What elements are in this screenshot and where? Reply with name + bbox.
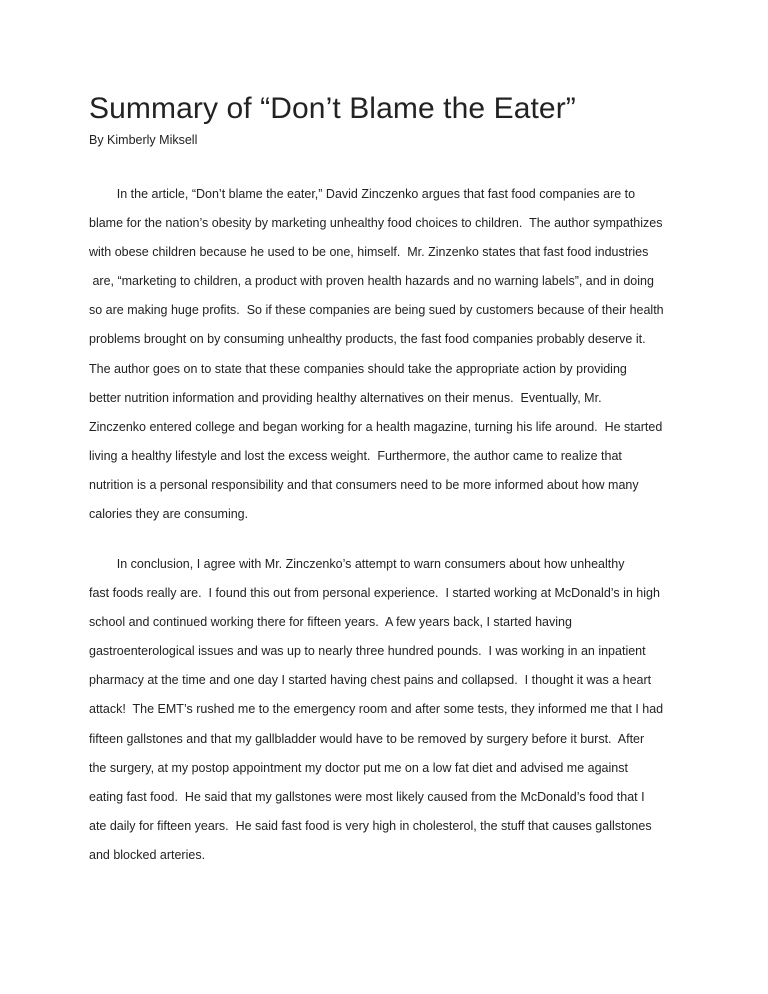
paragraph-line: better nutrition information and providing healthy alternatives on their menus. Eventually, Mr. xyxy=(89,390,602,405)
paragraph-line: attack! The EMT’s rushed me to the emergency room and after some tests, they informed me that I had xyxy=(89,702,664,717)
paragraph-conclusion xyxy=(89,556,689,876)
paragraph-line: nutrition is a personal responsibility and that consumers need to be more informed about how many xyxy=(89,477,639,492)
paragraph-line: blame for the nation’s obesity by marketing unhealthy food choices to children. The author sympathizes xyxy=(89,216,663,231)
paragraph-line: living a healthy lifestyle and lost the excess weight. Furthermore, the author came to realize that xyxy=(89,448,622,463)
paragraph-line: pharmacy at the time and one day I started having chest pains and collapsed. I thought it was a heart xyxy=(89,673,652,688)
paragraph-line: gastroenterological issues and was up to nearly three hundred pounds. I was working in an inpatient xyxy=(89,644,646,659)
paragraph-line: ate daily for fifteen years. He said fast food is very high in cholesterol, the stuff that causes gallstones xyxy=(89,818,652,833)
paragraph-line: calories they are consuming. xyxy=(89,507,249,522)
paragraph-line: are, “marketing to children, a product with proven health hazards and no warning labels”, and in doing xyxy=(89,274,654,289)
paragraph-line: problems brought on by consuming unhealthy products, the fast food companies probably deserve it. xyxy=(89,332,646,347)
paragraph-line: the surgery, at my postop appointment my doctor put me on a low fat diet and advised me against xyxy=(89,760,628,775)
paragraph-line: with obese children because he used to be one, himself. Mr. Zinzenko states that fast food industries xyxy=(89,245,649,260)
paragraph-line: In conclusion, I agree with Mr. Zinczenko’s attempt to warn consumers about how unhealthy xyxy=(89,557,625,571)
document-author: By Kimberly Miksell xyxy=(89,133,198,147)
paragraph-line: Zinczenko entered college and began working for a health magazine, turning his life around. He started xyxy=(89,419,663,434)
paragraph-line: eating fast food. He said that my gallstones were most likely caused from the McDonald’s food that I xyxy=(89,789,645,804)
paragraph-line: In the article, “Don’t blame the eater,” David Zinczenko argues that fast food companies are to xyxy=(89,187,636,201)
document-title: Summary of “Don’t Blame the Eater” xyxy=(89,92,576,125)
paragraph-line: school and continued working there for fifteen years. A few years back, I started having xyxy=(89,615,572,630)
paragraph-summary xyxy=(89,186,689,535)
paragraph-line: The author goes on to state that these companies should take the appropriate action by providing xyxy=(89,361,627,376)
paragraph-line: and blocked arteries. xyxy=(89,847,206,862)
paragraph-line: fast foods really are. I found this out from personal experience. I started working at McDonald’s in high xyxy=(89,586,660,601)
paragraph-line: fifteen gallstones and that my gallbladder would have to be removed by surgery before it burst. After xyxy=(89,731,645,746)
paragraph-line: so are making huge profits. So if these companies are being sued by customers because of their health xyxy=(89,303,664,318)
